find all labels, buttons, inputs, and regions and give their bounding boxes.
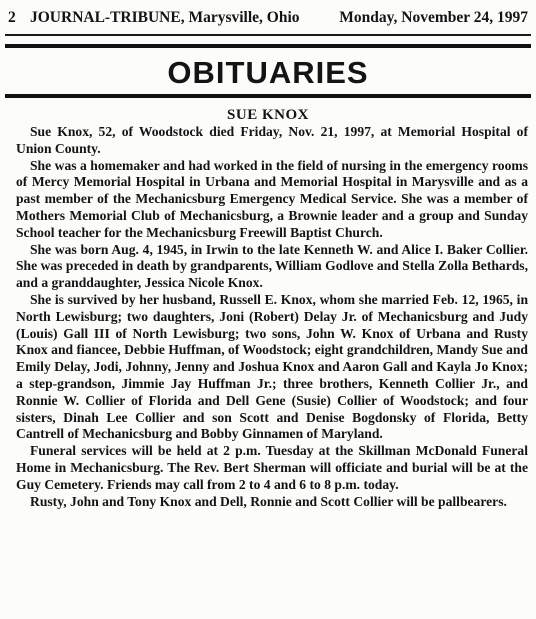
obituary-paragraph-services: Funeral services will be held at 2 p.m. Tuesday at the Skillman McDonald Funeral Home in Mechanicsburg. The Rev. Bert Sherman will officiate and burial will be at the Guy Cemetery. Friends may call from 2 to 4 and 6 to 8 p.m. today.	[16, 443, 528, 492]
section-title: OBITUARIES	[167, 55, 369, 90]
masthead-divider	[5, 34, 531, 36]
obituary-paragraph-birth: She was born Aug. 4, 1945, in Irwin to the late Kenneth W. and Alice I. Baker Collier. She was preceded in death by grandparents, William Godlove and Stella Zolla Bethards, and a granddaughter, Jessica Nicole Knox.	[16, 241, 528, 291]
section-bottom-rule	[5, 94, 531, 98]
obituary-name: SUE KNOX	[227, 107, 309, 123]
publication-date: Monday, November 24, 1997	[339, 9, 528, 26]
obituary-body	[16, 124, 528, 510]
newspaper-name: JOURNAL-TRIBUNE, Marysville, Ohio	[30, 9, 300, 26]
section-top-rule	[5, 44, 531, 48]
page-number: 2	[8, 9, 16, 26]
obituary-paragraph-death: Sue Knox, 52, of Woodstock died Friday, Nov. 21, 1997, at Memorial Hospital of Union County.	[16, 124, 528, 156]
masthead	[6, 6, 530, 30]
obituary-paragraph-survivors: She is survived by her husband, Russell E. Knox, whom she married Feb. 12, 1965, in North Lewisburg; two daughters, Joni (Robert) Delay Jr. of Mechanicsburg and Judy (Louis) Gall III of North Lewisburg; two sons, John W. Knox of Urbana and Rusty Knox and fiancee, Debbie Huffman, of Woodstock; eight grandchildren, Mandy Sue and Emily Delay, Jodi, Johnny, Jenny and Joshua Knox and Aaron Gall and Kayla Jo Knox; a step-grandson, Jimmie Jay Huffman Jr.; three brothers, Kenneth Collier Jr., and Ronnie W. Collier of Florida and Dell Gene (Susie) Collier of Woodstock; and four sisters, Dinah Lee Collier and son Scott and Denise Bogdonsky of Florida, Betty Cantrell of Mechanicsburg and Bobby Ginnamen of Maryland.	[16, 291, 528, 442]
obituary-paragraph-pallbearers: Rusty, John and Tony Knox and Dell, Ronnie and Scott Collier will be pallbearers.	[30, 493, 507, 509]
obituary-paragraph-career: She was a homemaker and had worked in the field of nursing in the emergency rooms of Mercy Memorial Hospital in Urbana and Memorial Hospital in Marysville and as a past member of the Mechanicsburg Emergency Medical Service. She was a member of Mothers Memorial Club of Mechanicsburg, a Brownie leader and a group and Sunday School teacher for the Mechanicsburg Freewill Baptist Church.	[16, 157, 528, 240]
